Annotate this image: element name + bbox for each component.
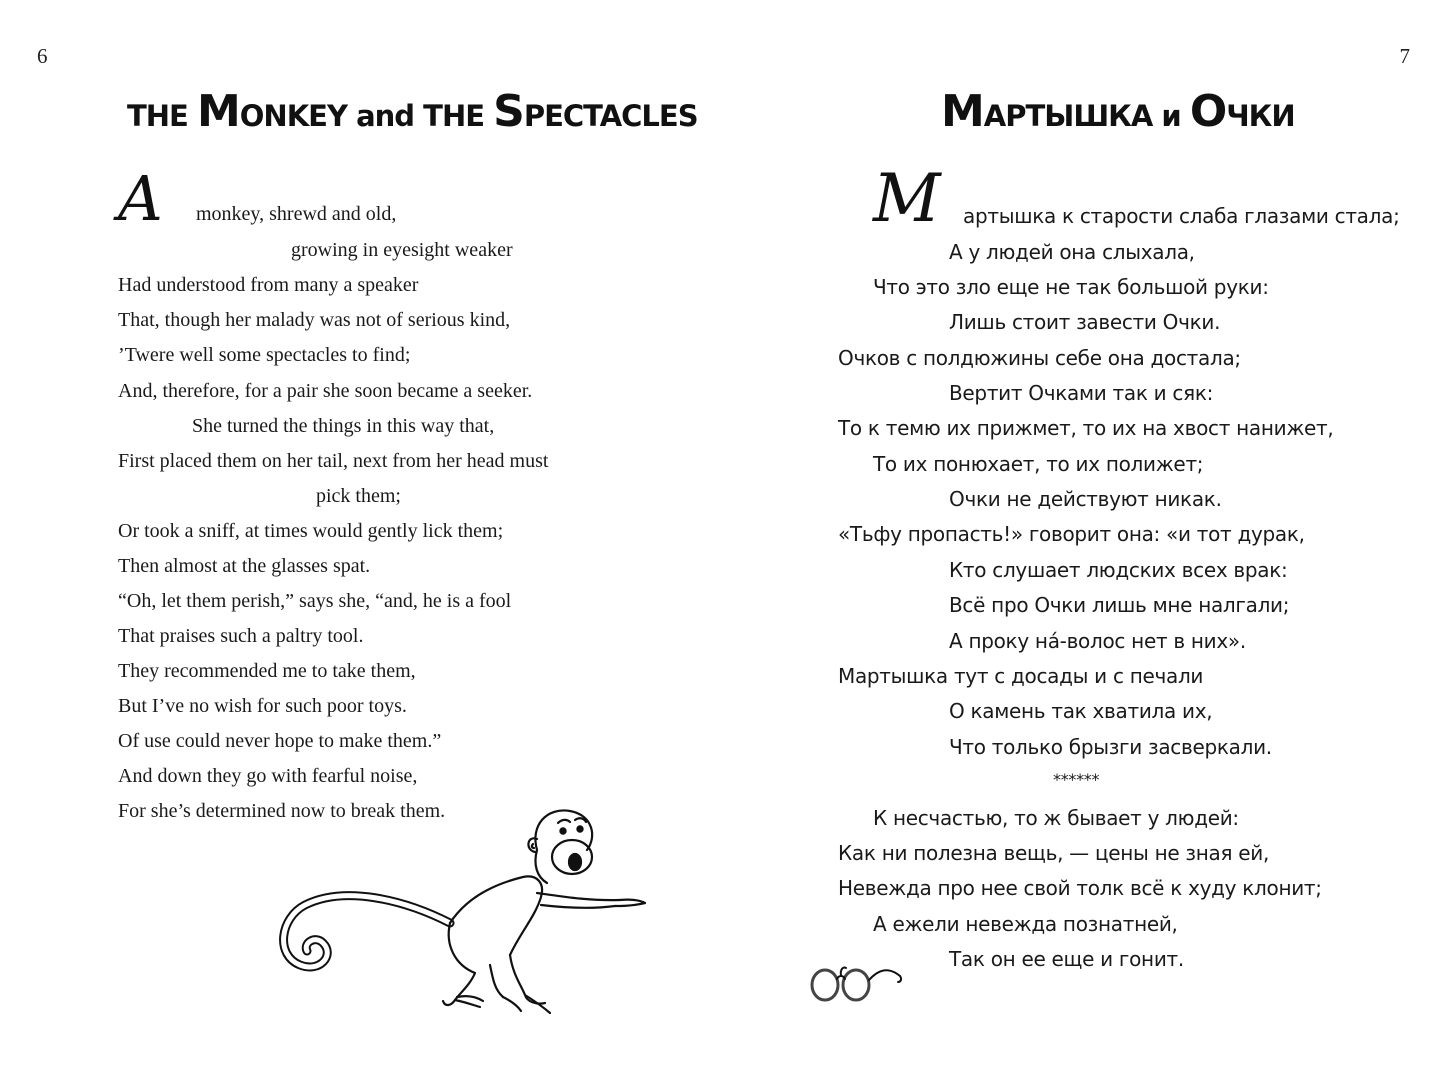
- verse-line: growing in eyesight weaker: [291, 239, 513, 261]
- verse-line: То к темю их прижмет, то их на хвост нанижет,: [838, 416, 1334, 440]
- verse-line: Невежда про нее свой толк всё к худу клонит;: [838, 876, 1322, 900]
- verse-line: Or took a sniff, at times would gently lick them;: [118, 520, 504, 542]
- verse-line: But I’ve no wish for such poor toys.: [118, 695, 407, 717]
- drop-cap: М: [873, 160, 941, 237]
- title-part: PECTACLES: [523, 99, 698, 133]
- verse-line: “Oh, let them perish,” says she, “and, he is a fool: [118, 590, 512, 612]
- verse-line: Then almost at the glasses spat.: [118, 555, 371, 577]
- verse-line: Мартышка тут с досады и с печали: [838, 664, 1204, 688]
- verse-line: Had understood from many a speaker: [118, 274, 419, 296]
- title-part: и: [1161, 99, 1190, 133]
- title-part: ЧКИ: [1226, 99, 1295, 133]
- title-part: M: [196, 86, 240, 137]
- verse-line: Кто слушает людских всех врак:: [949, 558, 1288, 582]
- russian-title: [941, 86, 1295, 137]
- verse-line: А ежели невежда познатней,: [873, 912, 1178, 936]
- verse-line: Of use could never hope to make them.”: [118, 730, 442, 752]
- title-part: S: [493, 86, 524, 137]
- verse-line: А проку на́-волос нет в них».: [949, 629, 1246, 653]
- verse-line: And, therefore, for a pair she soon became a seeker.: [118, 380, 533, 402]
- verse-line: That, though her malady was not of serious kind,: [118, 309, 511, 331]
- english-title: [127, 86, 698, 137]
- verse-line: К несчастью, то ж бывает у людей:: [873, 806, 1239, 830]
- page-number: 6: [37, 44, 48, 68]
- verse-line: артышка к старости слаба глазами стала;: [963, 204, 1400, 228]
- verse-line: А у людей она слыхала,: [949, 240, 1195, 264]
- verse-line: They recommended me to take them,: [118, 660, 416, 682]
- verse-line: She turned the things in this way that,: [192, 415, 495, 437]
- verse-line: That praises such a paltry tool.: [118, 625, 364, 647]
- verse-line: For she’s determined now to break them.: [118, 800, 446, 822]
- section-divider: ******: [1053, 770, 1100, 789]
- verse-line: Вертит Очками так и сяк:: [949, 381, 1214, 405]
- verse-line: Очки не действуют никак.: [949, 487, 1222, 511]
- title-part: О: [1189, 86, 1227, 137]
- verse-line: О камень так хватила их,: [949, 699, 1213, 723]
- page-number: 7: [1399, 44, 1410, 68]
- drop-cap: A: [118, 162, 163, 235]
- verse-line: Что только брызги засверкали.: [949, 735, 1272, 759]
- right-page: [723, 0, 1446, 1080]
- verse-line: monkey, shrewd and old,: [196, 203, 397, 225]
- verse-line: Очков с полдюжины себе она достала;: [838, 346, 1241, 370]
- title-part: М: [941, 86, 984, 137]
- title-part: ONKEY: [239, 99, 357, 133]
- verse-line: Как ни полезна вещь, — цены не зная ей,: [838, 841, 1270, 865]
- title-part: THE: [423, 99, 494, 133]
- verse-line: «Тьфу пропасть!» говорит она: «и тот дурак,: [838, 522, 1305, 546]
- verse-line: First placed them on her tail, next from her head must: [118, 450, 549, 472]
- verse-line: То их понюхает, то их полижет;: [873, 452, 1204, 476]
- verse-line: ’Twere well some spectacles to find;: [118, 344, 411, 366]
- verse-line: Что это зло еще не так большой руки:: [873, 275, 1269, 299]
- monkey-illustration: [275, 805, 655, 1020]
- verse-line: And down they go with fearful noise,: [118, 765, 418, 787]
- title-part: and: [356, 99, 424, 133]
- title-part: THE: [127, 99, 197, 133]
- title-part: АРТЫШКА: [983, 99, 1162, 133]
- verse-line: pick them;: [316, 485, 401, 507]
- verse-line: Так он ее еще и гонит.: [949, 947, 1184, 971]
- verse-line: Лишь стоит завести Очки.: [949, 310, 1221, 334]
- verse-line: Всё про Очки лишь мне налгали;: [949, 593, 1290, 617]
- spectacles-icon: [808, 958, 908, 1008]
